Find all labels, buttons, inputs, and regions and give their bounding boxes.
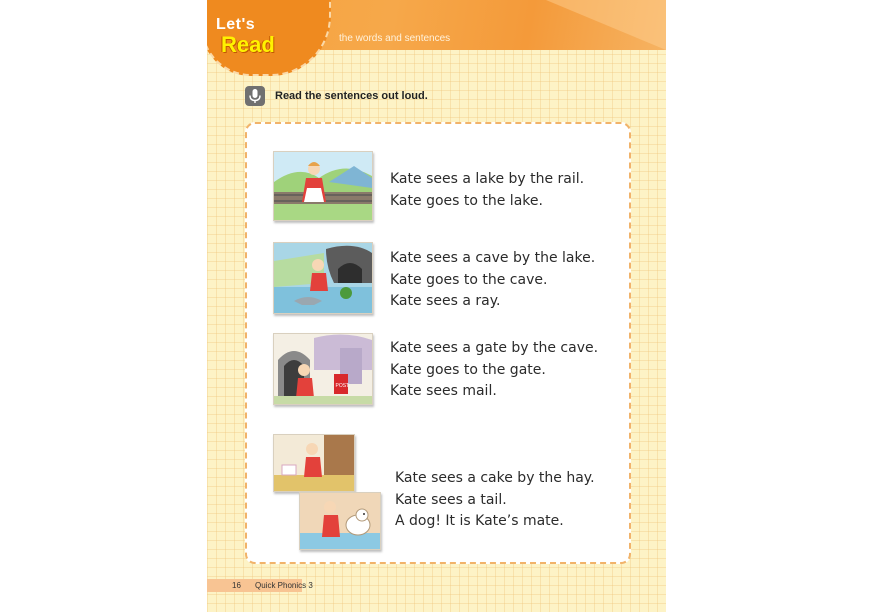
sentence-line: Kate sees a ray. [390, 293, 501, 309]
reading-card [245, 122, 631, 564]
sentence-line: Kate sees a gate by the cave. [390, 340, 599, 356]
sentence-line: Kate sees a lake by the rail. [390, 171, 585, 187]
badge-top-text: Let's [216, 16, 256, 33]
sentence-line: Kate goes to the lake. [390, 192, 543, 209]
textbook-page [207, 0, 666, 612]
page-number: 16 [232, 581, 241, 590]
sentence-line: Kate sees mail. [390, 383, 497, 399]
badge-main-text: Read [221, 32, 275, 57]
item-3-sentences [390, 338, 598, 403]
banner-subtitle: the words and sentences [339, 33, 451, 44]
instruction-text: Read the sentences out loud. [275, 90, 428, 102]
illustration-cave-lake [273, 242, 373, 314]
item-4-sentences [395, 468, 595, 533]
lets-read-badge [207, 0, 331, 76]
item-1-sentences [390, 169, 584, 212]
book-title: Quick Phonics 3 [255, 581, 313, 590]
instruction-row [245, 86, 428, 106]
illustration-gate-cave [273, 333, 373, 405]
illustration-tail-dog [299, 492, 381, 550]
sentence-line: A dog! It is Kate’s mate. [395, 513, 564, 529]
sentence-line: Kate sees a cave by the lake. [390, 250, 596, 266]
post-sign-text: POST [335, 383, 350, 389]
banner-shine [546, 0, 666, 50]
illustration-lake-rail [273, 151, 373, 221]
illustration-cake-hay [273, 434, 355, 492]
item-2-sentences [390, 248, 595, 313]
sentence-line: Kate goes to the cave. [390, 271, 548, 288]
sentence-line: Kate goes to the gate. [390, 361, 546, 378]
microphone-icon [245, 86, 265, 106]
sentence-line: Kate sees a tail. [395, 491, 507, 508]
sentence-line: Kate sees a cake by the hay. [395, 470, 595, 486]
